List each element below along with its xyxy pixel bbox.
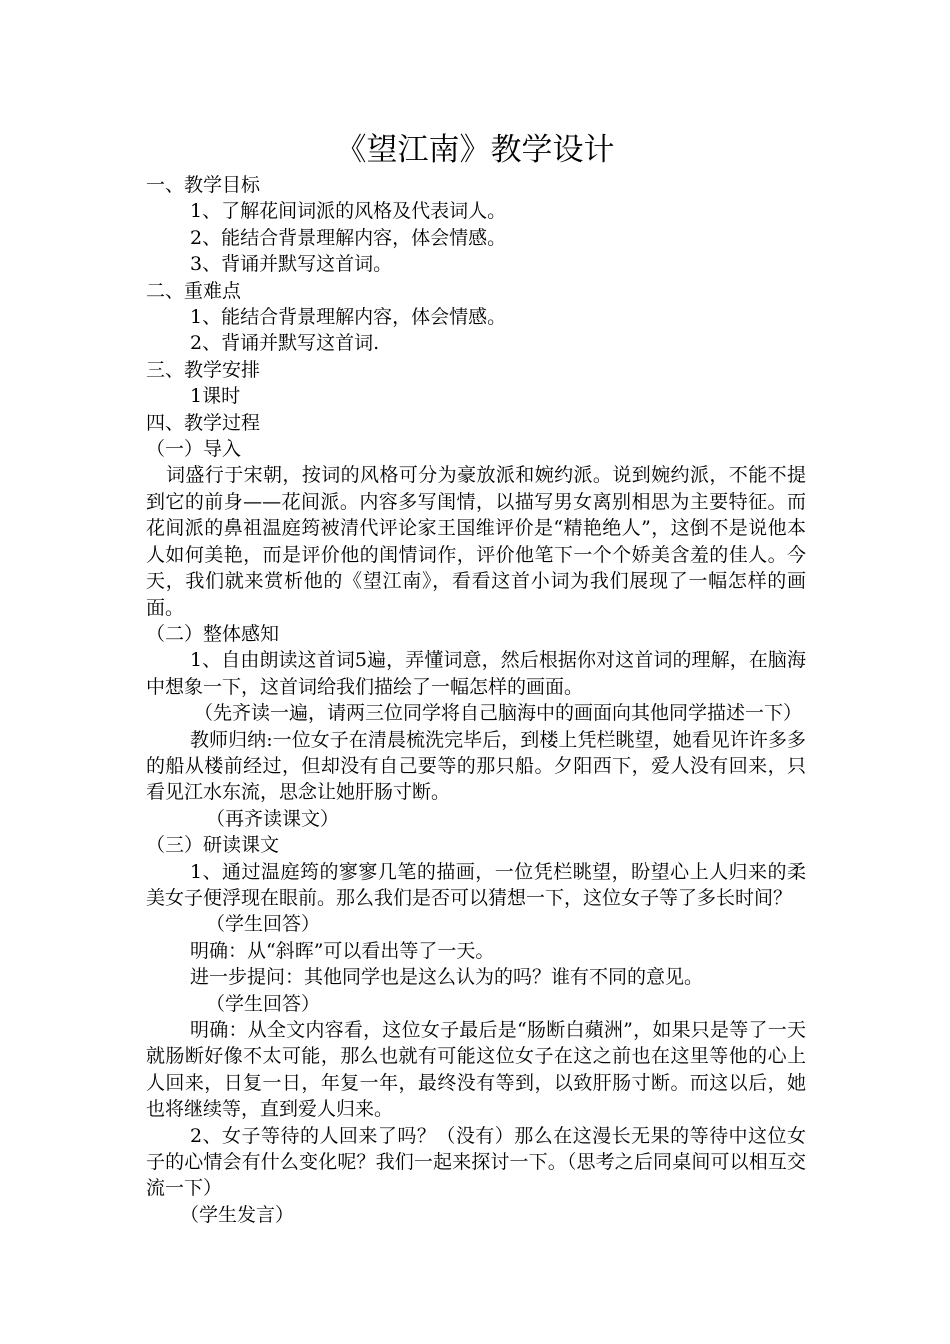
key-point-item: 2、背诵并默写这首词. — [190, 332, 380, 355]
section-heading-arrangement: 三、教学安排 — [146, 358, 261, 381]
objective-item: 1、了解花间词派的风格及代表词人。 — [190, 200, 507, 223]
study-paragraph: 进一步提问：其他同学也是这么认为的吗？谁有不同的意见。 — [190, 966, 704, 989]
document-title: 《望江南》教学设计 — [335, 132, 615, 168]
study-paragraph: 明确：从全文内容看，这位女子最后是“肠断白蘋洲”，如果只是等了一天就肠断好像不太可能，那么也就有可能这位女子在这之前也在这里等他的心上人回来，日复一日，年复一年，最终没有等到，以致肝肠寸断。而这以后，她也将继续等，直到爱人归来。 — [146, 1019, 806, 1121]
overall-paragraph: 1、自由朗读这首词5遍，弄懂词意，然后根据你对这首词的理解，在脑海中想象一下，这首词给我们描绘了一幅怎样的画面。 — [146, 649, 806, 698]
section-heading-key-points: 二、重难点 — [146, 279, 242, 302]
section-heading-process: 四、教学过程 — [146, 411, 261, 434]
study-paragraph: （学生发言） — [180, 1203, 295, 1226]
key-point-item: 1、能结合背景理解内容，体会情感。 — [190, 306, 507, 329]
overall-paragraph: （再齐读课文） — [206, 807, 340, 830]
intro-paragraph: 词盛行于宋朝，按词的风格可分为豪放派和婉约派。说到婉约派，不能不提到它的前身——花间派。内容多写闺情，以描写男女离别相思为主要特征。而花间派的鼻祖温庭筠被清代评论家王国维评价是“精艳绝人”，这倒不是说他本人如何美艳，而是评价他的闺情词作，评价他笔下一个个娇美含羞的佳人。今天，我们就来赏析他的《望江南》，看看这首小词为我们展现了一幅怎样的画面。 — [146, 464, 806, 619]
arrangement-text: 1课时 — [190, 385, 241, 408]
overall-paragraph: （先齐读一遍，请两三位同学将自己脑海中的画面向其他同学描述一下） — [194, 702, 803, 725]
overall-paragraph: 教师归纳:一位女子在清晨梳洗完毕后，到楼上凭栏眺望，她看见许许多多的船从楼前经过，但却没有自己要等的那只船。夕阳西下，爱人没有回来，只看见江水东流，思念让她肝肠寸断。 — [146, 728, 806, 804]
study-paragraph: （学生回答） — [206, 992, 321, 1015]
subsection-heading-intro: （一）导入 — [146, 438, 242, 461]
document-body — [146, 172, 806, 1228]
subsection-heading-overall: （二）整体感知 — [146, 622, 280, 645]
subsection-heading-study: （三）研读课文 — [146, 834, 280, 857]
objective-item: 2、能结合背景理解内容，体会情感。 — [190, 226, 507, 249]
objective-item: 3、背诵并默写这首词。 — [190, 253, 393, 276]
study-paragraph: 明确：从“斜晖”可以看出等了一天。 — [190, 939, 495, 962]
section-heading-objectives: 一、教学目标 — [146, 174, 261, 196]
study-paragraph: （学生回答） — [206, 913, 321, 936]
study-paragraph: 2、女子等待的人回来了吗？（没有）那么在这漫长无果的等待中这位女子的心情会有什么变化呢？我们一起来探讨一下。（思考之后同桌间可以相互交流一下） — [146, 1124, 806, 1200]
study-paragraph: 1、通过温庭筠的寥寥几笔的描画，一位凭栏眺望，盼望心上人归来的柔美女子便浮现在眼前。那么我们是否可以猜想一下，这位女子等了多长时间？ — [146, 860, 806, 909]
